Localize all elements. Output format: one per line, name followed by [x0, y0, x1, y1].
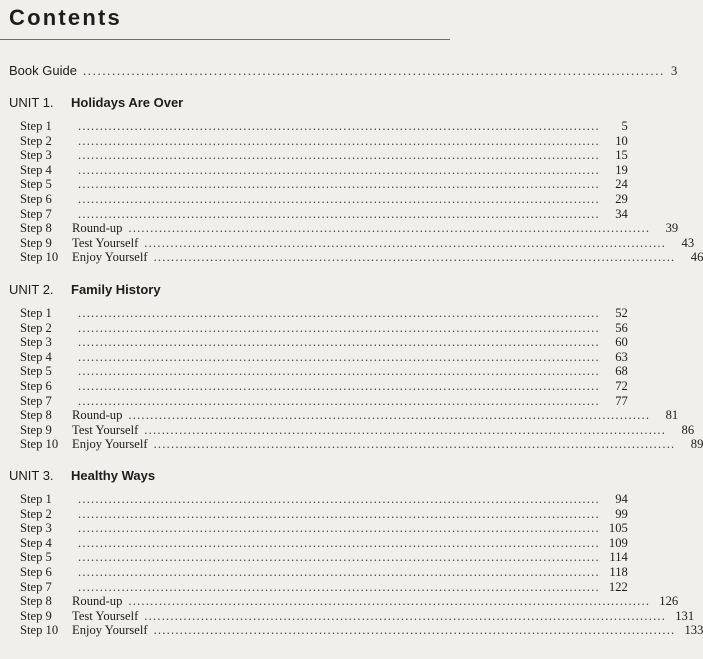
toc-entry-page: 15	[615, 148, 628, 163]
dot-leader: ........................................................................................................................	[78, 492, 600, 506]
step-number: Step 9	[20, 422, 52, 437]
toc-entry[interactable]	[20, 579, 628, 595]
step-label: Round-up	[72, 594, 123, 609]
step-number: Step 8	[20, 594, 52, 609]
dot-leader: ........................................................................................................................	[78, 133, 600, 148]
toc-entry-page: 19	[615, 162, 628, 177]
step-number: Step 2	[20, 320, 52, 335]
step-label: Enjoy Yourself	[72, 250, 148, 265]
unit-title: Holidays Are Over	[71, 95, 184, 110]
toc-entry[interactable]	[20, 335, 628, 350]
dot-leader: ........................................................................................................................	[78, 521, 600, 536]
step-label: Test Yourself	[72, 422, 139, 437]
step-number: Step 7	[20, 393, 52, 408]
toc-entry[interactable]	[20, 550, 628, 565]
unit-heading	[9, 282, 161, 298]
toc-entry[interactable]	[20, 221, 679, 236]
unit-heading	[9, 468, 155, 484]
toc-entry-page: 72	[615, 379, 628, 393]
title-rule	[0, 39, 450, 40]
step-number: Step 8	[20, 221, 52, 236]
step-number: Step 3	[20, 148, 52, 163]
toc-entry[interactable]	[20, 320, 628, 336]
dot-leader: ........................................................................................................................	[153, 437, 676, 452]
toc-entry-page: 68	[615, 364, 628, 379]
toc-entry-page: 94	[615, 492, 628, 506]
dot-leader: ........................................................................................................................	[128, 221, 651, 236]
step-label: Test Yourself	[72, 608, 139, 623]
step-number: Step 6	[20, 379, 52, 393]
toc-entry-page: 5	[621, 119, 628, 133]
step-number: Step 7	[20, 579, 52, 594]
dot-leader: ........................................................................................................................	[78, 579, 600, 594]
toc-entry-page: 52	[615, 306, 628, 320]
toc-entry-page: 105	[608, 521, 628, 536]
toc-entry[interactable]	[20, 379, 628, 394]
dot-leader: ........................................................................................................................	[144, 608, 667, 623]
step-label: Round-up	[72, 408, 123, 423]
toc-entry-label: Book Guide	[9, 63, 77, 78]
step-label: Enjoy Yourself	[72, 437, 148, 452]
dot-leader: ........................................................................................................................	[78, 335, 600, 350]
dot-leader: ........................................................................................................................	[78, 349, 600, 364]
toc-entry-page: 86	[681, 422, 695, 437]
step-number: Step 9	[20, 235, 52, 250]
toc-entry[interactable]	[20, 422, 695, 438]
toc-entry-book-guide[interactable]	[9, 63, 678, 79]
toc-entry-page: 122	[608, 579, 628, 594]
step-number: Step 3	[20, 521, 52, 536]
step-number: Step 1	[20, 119, 52, 133]
toc-entry[interactable]	[20, 521, 628, 536]
dot-leader: ........................................................................................................................	[144, 422, 667, 437]
step-number: Step 3	[20, 335, 52, 350]
step-label: Enjoy Yourself	[72, 623, 148, 638]
dot-leader: ........................................................................................................................	[128, 408, 651, 423]
step-number: Step 10	[20, 250, 59, 265]
toc-entry-page: 63	[615, 349, 628, 364]
toc-entry[interactable]	[20, 623, 703, 638]
toc-entry-page: 43	[681, 235, 695, 250]
toc-entry[interactable]	[20, 565, 628, 580]
dot-leader: ........................................................................................................................	[78, 364, 600, 379]
toc-entry-page: 109	[608, 535, 628, 550]
toc-entry[interactable]	[20, 133, 628, 149]
step-number: Step 4	[20, 349, 52, 364]
step-number: Step 2	[20, 133, 52, 148]
dot-leader: ........................................................................................................................	[78, 148, 600, 163]
dot-leader: ........................................................................................................................	[78, 535, 600, 550]
dot-leader: ........................................................................................................................	[153, 250, 676, 265]
toc-entry[interactable]	[20, 408, 679, 423]
step-number: Step 6	[20, 192, 52, 206]
toc-entry[interactable]	[20, 235, 695, 251]
toc-entry[interactable]	[20, 177, 628, 192]
toc-entry[interactable]	[20, 206, 628, 222]
step-number: Step 5	[20, 550, 52, 565]
toc-entry-page: 133	[684, 623, 703, 638]
toc-entry-page: 24	[615, 177, 628, 192]
unit-label: UNIT 3.	[9, 468, 54, 483]
dot-leader: ........................................................................................................................	[78, 306, 600, 320]
toc-entry-page: 56	[615, 320, 628, 335]
step-number: Step 4	[20, 535, 52, 550]
toc-entry-page: 34	[615, 206, 628, 221]
step-label: Test Yourself	[72, 235, 139, 250]
toc-entry-page: 118	[609, 565, 628, 579]
dot-leader: ........................................................................................................................	[78, 393, 600, 408]
toc-entry-page: 89	[690, 437, 703, 452]
dot-leader: ........................................................................................................................	[153, 623, 676, 638]
toc-entry-page: 114	[609, 550, 628, 565]
dot-leader: ........................................................................................................................	[78, 565, 600, 579]
toc-entry-page: 81	[665, 408, 679, 423]
step-number: Step 8	[20, 408, 52, 423]
step-number: Step 2	[20, 506, 52, 521]
toc-entry-page: 131	[675, 608, 695, 623]
toc-entry[interactable]	[20, 349, 628, 365]
unit-label: UNIT 1.	[9, 95, 54, 110]
toc-entry-page: 46	[690, 250, 703, 265]
toc-entry[interactable]	[20, 594, 679, 609]
step-number: Step 9	[20, 608, 52, 623]
toc-entry-page: 29	[615, 192, 628, 206]
toc-entry[interactable]	[20, 506, 628, 522]
step-number: Step 4	[20, 162, 52, 177]
step-number: Step 7	[20, 206, 52, 221]
dot-leader: ........................................................................................................................	[78, 206, 600, 221]
toc-entry[interactable]	[20, 250, 703, 265]
step-number: Step 1	[20, 492, 52, 506]
step-label: Round-up	[72, 221, 123, 236]
dot-leader: ........................................................................................................................	[78, 119, 600, 133]
dot-leader: ........................................................................................................................	[78, 162, 600, 177]
unit-heading	[9, 95, 183, 111]
toc-entry-page: 126	[659, 594, 679, 609]
toc-entry[interactable]	[20, 437, 703, 452]
dot-leader: ........................................................................................................................	[78, 177, 600, 192]
dot-leader: ........................................................................................................................	[78, 506, 600, 521]
dot-leader: ........................................................................................................................	[78, 550, 600, 565]
dot-leader: ........................................................................................................................	[128, 594, 651, 609]
toc-entry-page: 77	[615, 393, 628, 408]
step-number: Step 5	[20, 364, 52, 379]
toc-entry[interactable]	[20, 162, 628, 178]
toc-entry[interactable]	[20, 608, 695, 624]
step-number: Step 10	[20, 437, 59, 452]
unit-label: UNIT 2.	[9, 282, 54, 297]
toc-entry[interactable]	[20, 364, 628, 379]
toc-entry[interactable]	[20, 535, 628, 551]
toc-entry[interactable]	[20, 148, 628, 163]
toc-entry-page: 99	[615, 506, 628, 521]
unit-title: Family History	[71, 282, 161, 297]
toc-entry[interactable]	[20, 192, 628, 207]
toc-entry[interactable]	[20, 393, 628, 409]
dot-leader: ........................................................................................................................	[82, 63, 665, 78]
dot-leader: ........................................................................................................................	[144, 235, 667, 250]
page-title: Contents	[9, 5, 122, 30]
toc-entry[interactable]	[20, 492, 628, 507]
step-number: Step 5	[20, 177, 52, 192]
step-number: Step 6	[20, 565, 52, 579]
dot-leader: ........................................................................................................................	[78, 192, 600, 206]
dot-leader: ........................................................................................................................	[78, 379, 600, 393]
step-number: Step 10	[20, 623, 59, 638]
step-number: Step 1	[20, 306, 52, 320]
dot-leader: ........................................................................................................................	[78, 320, 600, 335]
toc-entry-page: 3	[670, 64, 678, 78]
toc-entry-page: 10	[615, 133, 628, 148]
unit-title: Healthy Ways	[71, 468, 156, 483]
toc-entry-page: 39	[665, 221, 679, 236]
toc-entry[interactable]	[20, 119, 628, 134]
toc-entry-page: 60	[615, 335, 628, 350]
toc-entry[interactable]	[20, 306, 628, 321]
